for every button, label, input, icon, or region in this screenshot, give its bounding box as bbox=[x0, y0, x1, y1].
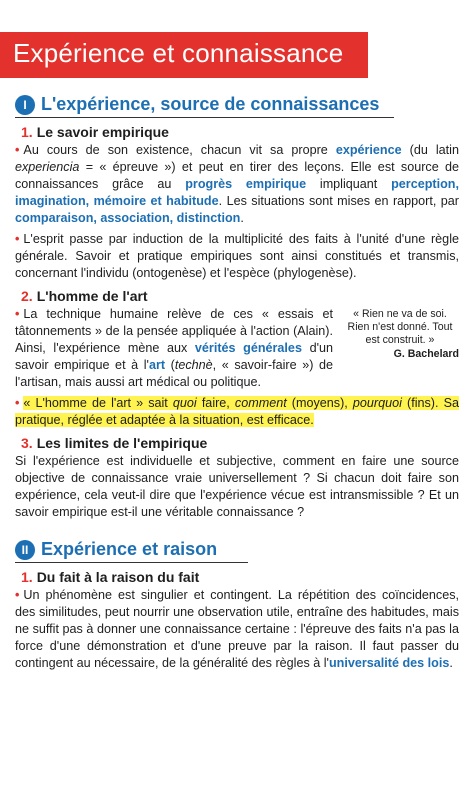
title-band bbox=[0, 32, 368, 78]
subsection-title: Les limites de l'empirique bbox=[36, 435, 208, 451]
bullet-dot-icon: • bbox=[15, 232, 20, 246]
text: . bbox=[240, 211, 244, 225]
bullet-dot-icon: • bbox=[15, 143, 20, 157]
keyword: expérience bbox=[335, 143, 402, 157]
paragraph bbox=[15, 142, 459, 227]
text: « L'homme de l'art » sait bbox=[23, 396, 173, 410]
quote-author: G. Bachelard bbox=[393, 348, 459, 360]
section-title: Expérience et raison bbox=[41, 539, 218, 559]
keyword: progrès empirique bbox=[185, 177, 307, 191]
subsection-number: 1. bbox=[21, 569, 33, 585]
text: (du latin bbox=[401, 143, 459, 157]
highlight-text bbox=[15, 396, 459, 427]
section-number-badge: II bbox=[15, 540, 35, 560]
text: L'esprit passe par induction de la multiplicité des faits à l'unité d'une règle générale. Savoir et pratique empiriques sont ainsi constitués et transmis, concernant l'individu (ontogenèse) et l'espèce (phylogenèse). bbox=[15, 232, 459, 280]
bullet-dot-icon: • bbox=[15, 307, 20, 321]
page-title: Expérience et connaissance bbox=[13, 38, 344, 68]
section-number-badge: I bbox=[15, 95, 35, 115]
text: Un phénomène est singulier et contingent. La répétition des coïncidences, des similitudes, peut nourrir une observation utile, entraîne des habitudes, mais ne suffit pas à donner une connaissance certaine : l'épreuve des faits n'a pas la force d'une démonstration et d'une preuve par la raison. Il faut passer du contingent au nécessaire, de la généralité des règles à l' bbox=[15, 588, 459, 670]
italic-term: comment bbox=[234, 396, 287, 410]
section-heading-2 bbox=[15, 539, 248, 563]
section-heading-1 bbox=[15, 94, 394, 118]
subsection-number: 2. bbox=[21, 288, 33, 304]
subsection-title: Le savoir empirique bbox=[36, 124, 169, 140]
italic-term: technè bbox=[174, 358, 213, 372]
main-content bbox=[15, 94, 459, 676]
text: d'un savoir empirique et à l' bbox=[15, 341, 333, 372]
subsection-number: 1. bbox=[21, 124, 33, 140]
quote-text: « Rien ne va de soi. Rien n'est donné. Tout est construit. » bbox=[347, 308, 453, 346]
subsection-title: L'homme de l'art bbox=[36, 288, 148, 304]
keyword: art bbox=[148, 358, 166, 372]
subsection-number: 3. bbox=[21, 435, 33, 451]
quote-box bbox=[341, 308, 459, 361]
keyword: perception, imagination, mémoire et habitude bbox=[15, 177, 459, 208]
subsection-heading bbox=[21, 569, 459, 585]
bullet-dot-icon: • bbox=[15, 588, 20, 602]
highlighted-paragraph bbox=[15, 395, 459, 429]
section-title: L'expérience, source de connaissances bbox=[41, 94, 380, 114]
text: La technique humaine relève de ces « essais et tâtonnements » de la pensée appliquée à l'action (Alain). Ainsi, l'expérience mène aux bbox=[15, 307, 333, 355]
text: ( bbox=[165, 358, 175, 372]
paragraph bbox=[15, 587, 459, 672]
text: impliquant bbox=[306, 177, 392, 191]
subsection-title: Du fait à la raison du fait bbox=[36, 569, 200, 585]
italic-term: experiencia bbox=[15, 160, 80, 174]
text: , « savoir-faire ») de l'artisan, mais aussi art médical ou politique. bbox=[15, 358, 333, 389]
subsection-heading bbox=[21, 435, 459, 451]
keyword: vérités générales bbox=[194, 341, 302, 355]
subsection-heading bbox=[21, 288, 459, 304]
keyword: comparaison, association, distinction bbox=[15, 211, 241, 225]
italic-term: pourquoi bbox=[352, 396, 402, 410]
text: faire, bbox=[196, 396, 235, 410]
text: = « épreuve ») et peut en tirer des leçons. Elle est source de connaissances grâce au bbox=[15, 160, 459, 191]
keyword: universalité des lois bbox=[328, 656, 450, 670]
text: . bbox=[449, 656, 453, 670]
paragraph: Si l'expérience est individuelle et subjective, comment en faire une source objective de connaissance vraie universellement ? Si chacun doit faire son expérience, cela veut-il dire que l'expérience vécue est intransmissible ? Et un savoir empirique est-il une véritable connaissance ? bbox=[15, 454, 459, 519]
subsection-heading bbox=[21, 124, 459, 140]
italic-term: quoi bbox=[172, 396, 197, 410]
text: . Les situations sont mises en rapport, par bbox=[218, 194, 459, 208]
text: (moyens), bbox=[286, 396, 353, 410]
text: (fins). Sa pratique, réglée et adaptée à la situation, est efficace. bbox=[15, 396, 459, 427]
bullet-dot-icon: • bbox=[15, 396, 20, 410]
text: Au cours de son existence, chacun vit sa propre bbox=[23, 143, 336, 157]
paragraph bbox=[15, 231, 459, 282]
